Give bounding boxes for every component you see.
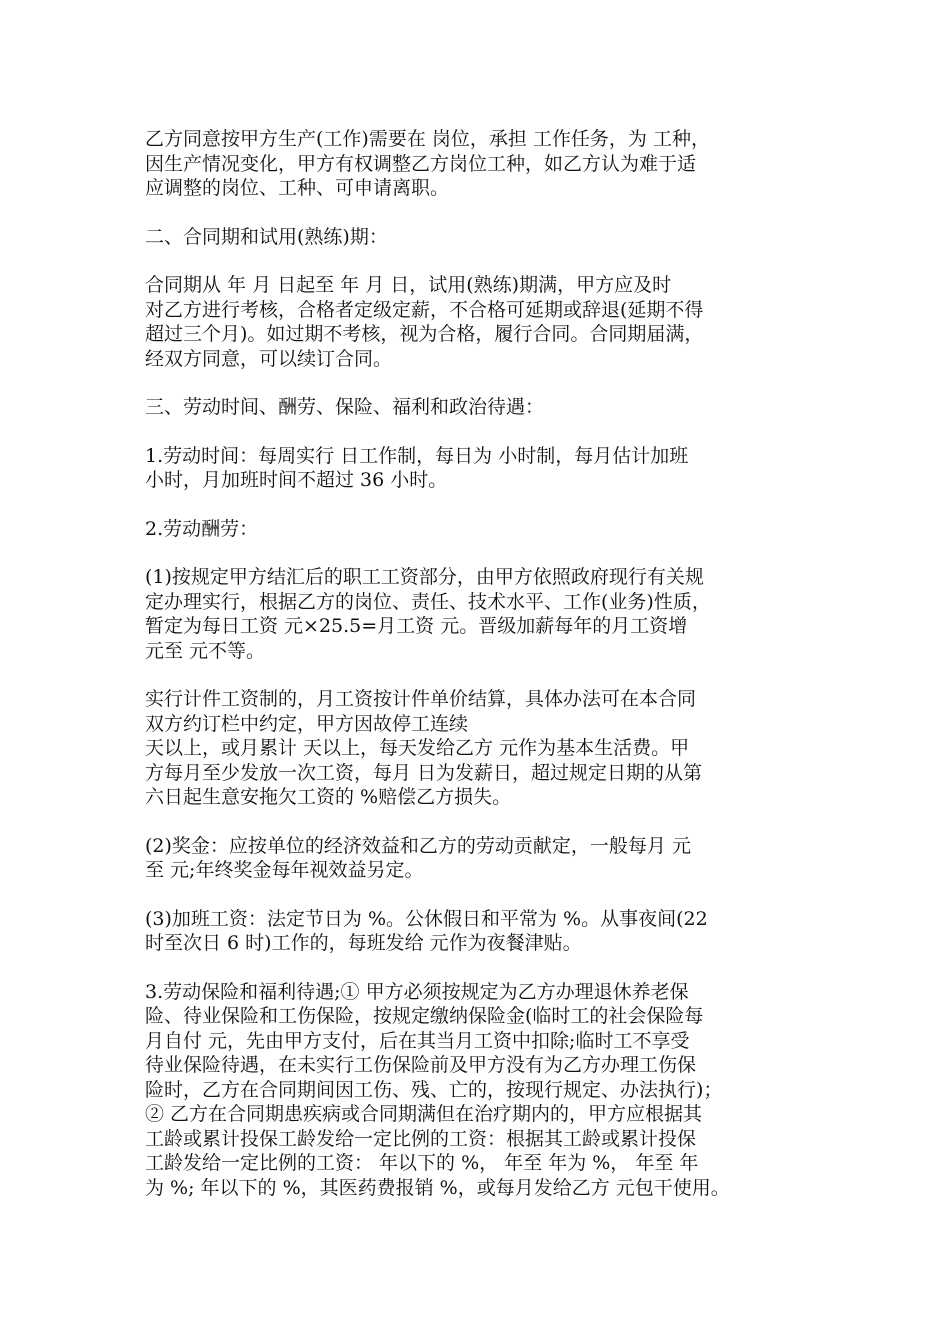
text-line: 待业保险待遇，在未实行工伤保险前及甲方没有为乙方办理工伤保 (145, 1054, 697, 1076)
text-line: 险时，乙方在合同期间因工伤、残、亡的，按现行规定、办法执行)； (145, 1078, 723, 1101)
text-line: 方每月至少发放一次工资，每月 日为发薪日，超过规定日期的从第 (145, 761, 703, 784)
text-line: 六日起生意安拖欠工资的 %赔偿乙方损失。 (145, 786, 512, 808)
text-line: 合同期从 年 月 日起至 年 月 日，试用(熟练)期满，甲方应及时 (145, 274, 672, 296)
document-paragraph (145, 565, 825, 663)
text-line: 小时，月加班时间不超过 36 小时。 (145, 469, 448, 491)
text-line: 对乙方进行考核，合格者定级定薪，不合格可延期或辞退(延期不得 (145, 298, 704, 321)
document-paragraph (145, 907, 825, 956)
text-line: 天以上，或月累计 天以上，每天发给乙方 元作为基本生活费。甲 (145, 737, 690, 759)
document-paragraph (145, 834, 825, 883)
text-line: 时至次日 6 时)工作的，每班发给 元作为夜餐津贴。 (145, 932, 582, 954)
text-line: 定办理实行，根据乙方的岗位、责任、技术水平、工作(业务)性质， (145, 590, 711, 613)
text-line: 应调整的岗位、工种、可申请离职。 (145, 177, 450, 199)
text-line: 超过三个月)。如过期不考核，视为合格，履行合同。合同期届满， (145, 323, 704, 345)
text-line: 3.劳动保险和福利待遇;① 甲方必须按规定为乙方办理退休养老保 (145, 980, 689, 1003)
text-line: 乙方同意按甲方生产(工作)需要在 岗位，承担 工作任务，为 工种， (145, 128, 710, 150)
text-line: 月自付 元，先由甲方支付，后在其当月工资中扣除;临时工不享受 (145, 1029, 690, 1052)
text-line: 工龄发给一定比例的工资： 年以下的 %， 年至 年为 %， 年至 年 (145, 1152, 699, 1174)
document-paragraph (145, 225, 825, 250)
text-line: (1)按规定甲方结汇后的职工工资部分，由甲方依照政府现行有关规 (145, 566, 704, 588)
text-line: 2.劳动酬劳： (145, 517, 259, 540)
text-line: 三、劳动时间、酬劳、保险、福利和政治待遇： (145, 396, 545, 418)
text-line: 1.劳动时间：每周实行 日工作制，每日为 小时制，每月估计加班 (145, 444, 689, 467)
text-line: 工龄或累计投保工龄发给一定比例的工资：根据其工龄或累计投保 (145, 1127, 697, 1150)
text-line: ② 乙方在合同期患疾病或合同期满但在治疗期内的，甲方应根据其 (145, 1103, 703, 1125)
text-line: 实行计件工资制的，月工资按计件单价结算，具体办法可在本合同 (145, 688, 697, 710)
document-paragraph (145, 395, 825, 420)
document-paragraph (145, 273, 825, 371)
document-paragraph (145, 687, 825, 810)
text-line: 元至 元不等。 (145, 639, 266, 662)
text-line: 至 元;年终奖金每年视效益另定。 (145, 859, 424, 881)
document-paragraph (145, 127, 825, 201)
text-line: 险、待业保险和工伤保险，按规定缴纳保险金(临时工的社会保险每 (145, 1005, 704, 1027)
text-line: 为 %; 年以下的 %，其医药费报销 %，或每月发给乙方 元包干使用。 (145, 1176, 730, 1199)
document-paragraph (145, 517, 825, 542)
text-line: 经双方同意，可以续订合同。 (145, 347, 393, 370)
document-paragraph (145, 444, 825, 493)
document-paragraph (145, 980, 825, 1201)
text-line: 暂定为每日工资 元×25.5=月工资 元。晋级加薪每年的月工资增 (145, 615, 688, 637)
document-body (145, 127, 825, 1224)
text-line: (2)奖金：应按单位的经济效益和乙方的劳动贡献定，一般每月 元 (145, 834, 691, 857)
text-line: (3)加班工资：法定节日为 %。公休假日和平常为 %。从事夜间(22 (145, 907, 708, 930)
text-line: 二、合同期和试用(熟练)期： (145, 225, 388, 248)
text-line: 双方约订栏中约定，甲方因故停工连续 (145, 712, 469, 735)
text-line: 因生产情况变化，甲方有权调整乙方岗位工种，如乙方认为难于适 (145, 152, 697, 175)
